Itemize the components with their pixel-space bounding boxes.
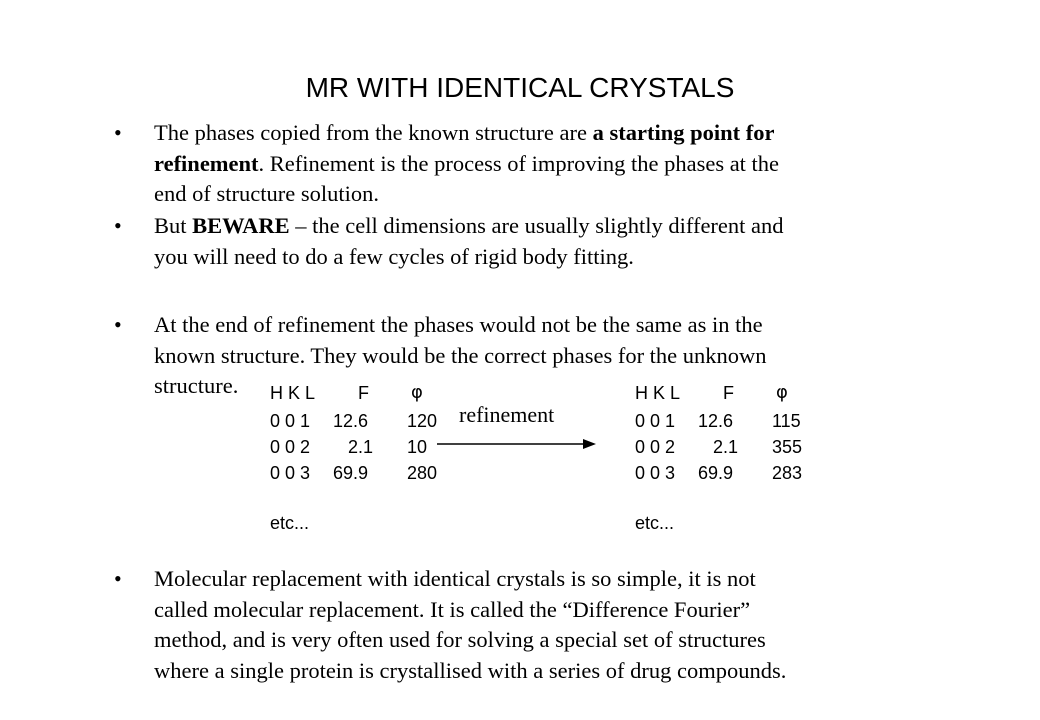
etc-label: etc... <box>270 513 310 533</box>
bullet-3-line: known structure. They would be the correct phases for the unknown <box>154 342 767 368</box>
bullet-2-text <box>154 211 784 272</box>
table-row <box>635 434 835 460</box>
bullet-marker: • <box>114 566 122 591</box>
bullet-3-line: At the end of refinement the phases would not be the same as in the <box>154 312 763 337</box>
f-cell: 2.1 <box>348 437 374 457</box>
hkl-cell: 0 0 1 <box>635 411 676 431</box>
header-hkl: H K L <box>635 383 681 403</box>
f-cell: 12.6 <box>698 411 734 431</box>
bullet-marker: • <box>114 120 122 145</box>
hkl-cell: 0 0 2 <box>270 437 311 457</box>
table-row <box>635 460 835 486</box>
bullet-1-text <box>154 118 779 210</box>
hkl-cell: 0 0 1 <box>270 411 311 431</box>
bullet-2-segment: – the cell dimensions are usually slightly different and <box>289 213 784 238</box>
phi-cell: 10 <box>407 437 428 457</box>
header-phi: φ <box>776 382 788 403</box>
header-hkl: H K L <box>270 383 316 403</box>
hkl-cell: 0 0 2 <box>635 437 676 457</box>
bullet-marker: • <box>114 213 122 238</box>
phi-cell: 115 <box>772 411 801 431</box>
header-phi: φ <box>411 382 423 403</box>
table-row <box>270 408 470 434</box>
f-cell: 69.9 <box>333 463 369 483</box>
table-header-row <box>635 380 835 406</box>
hkl-cell: 0 0 3 <box>635 463 676 483</box>
header-f: F <box>723 383 734 403</box>
table-row <box>270 460 470 486</box>
table-footer <box>270 510 470 536</box>
hkl-cell: 0 0 3 <box>270 463 311 483</box>
bullet-1-bold-word: refinement <box>154 150 259 176</box>
bullet-2-bold-word: BEWARE <box>192 213 290 238</box>
bullet-2-segment: you will need to do a few cycles of rigid body fitting. <box>154 243 634 269</box>
phi-cell: 120 <box>407 411 438 431</box>
bullet-1-segment: end of structure solution. <box>154 181 379 206</box>
f-cell: 69.9 <box>698 463 734 483</box>
bullet-1-bold-phrase: a starting point for <box>592 120 775 145</box>
phi-cell: 280 <box>407 463 438 483</box>
bullet-4-text <box>154 564 786 686</box>
f-cell: 2.1 <box>713 437 739 457</box>
table-footer <box>635 510 835 536</box>
slide-title: MR WITH IDENTICAL CRYSTALS <box>305 72 735 103</box>
bullet-4-line: where a single protein is crystallised with a series of drug compounds. <box>154 657 787 683</box>
right-arrow-icon <box>436 436 598 452</box>
bullet-4-line: called molecular replacement. It is called the “Difference Fourier” <box>154 596 751 622</box>
phi-cell: 355 <box>772 437 803 457</box>
bullet-2-segment: But <box>154 213 193 238</box>
bullet-3-line: structure. <box>154 373 239 398</box>
f-cell: 12.6 <box>333 411 369 431</box>
bullet-1-segment: . Refinement is the process of improving the phases at the <box>258 150 780 176</box>
etc-label: etc... <box>635 513 675 533</box>
refinement-label: refinement <box>459 402 555 427</box>
bullet-1-segment: The phases copied from the known structure are <box>154 120 593 145</box>
table-header-row <box>270 380 470 406</box>
bullet-4-line: method, and is very often used for solving a special set of structures <box>154 627 766 652</box>
bullet-marker: • <box>114 312 122 337</box>
header-f: F <box>358 383 369 403</box>
bullet-4-line: Molecular replacement with identical crystals is so simple, it is not <box>154 566 756 591</box>
phi-cell: 283 <box>772 463 803 483</box>
table-row <box>635 408 835 434</box>
